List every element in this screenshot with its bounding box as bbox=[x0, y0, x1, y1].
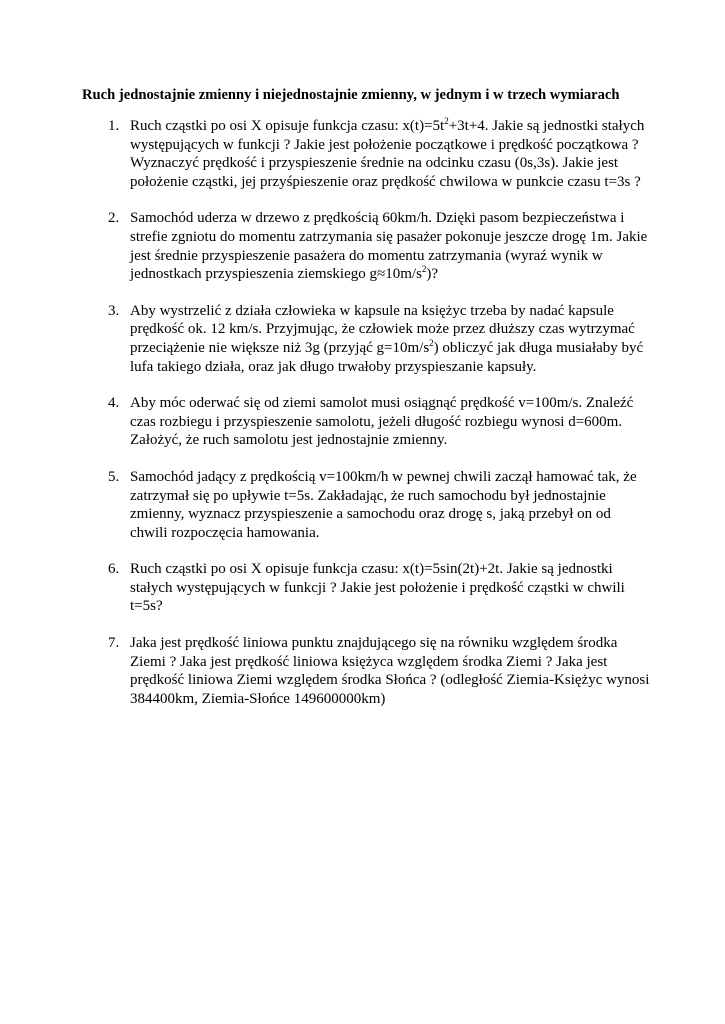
problem-text: Aby móc oderwać się od ziemi samolot musi osiągnąć prędkość v=100m/s. Znaleźć czas rozbiegu i przyspieszenie samolotu, jeżeli długość rozbiegu wynosi d=600m. Założyć, że ruch samolotu jest jednostajnie zmienny. bbox=[130, 395, 634, 449]
problem-number: 4. bbox=[108, 395, 120, 412]
problem-text bbox=[130, 117, 650, 191]
document-title: Ruch jednostajnie zmienny i niejednostajnie zmienny, w jednym i w trzech wymiarach bbox=[82, 87, 620, 103]
problem-text bbox=[130, 302, 650, 376]
superscript: 2 bbox=[444, 116, 449, 126]
superscript: 2 bbox=[421, 264, 427, 275]
problem-text-part: Samochód uderza w drzewo z prędkością 60km/h. Dzięki pasom bezpieczeństwa i strefie zgniotu do momentu zatrzymania się pasażer pokonuje jeszcze drogę 1m. Jakie jest średnie przyspieszenie pasażera do momentu zatrzymania (wyraź wynik w jednostkach przyspieszenia ziemskiego g≈10m/s bbox=[130, 210, 648, 283]
problem-text-part: ) obliczyć jak długa musiałaby być lufa takiego działa, oraz jak długo trwałoby przyspieszanie kapsuły. bbox=[130, 339, 644, 375]
problem-number: 3. bbox=[108, 302, 120, 319]
problem-list bbox=[0, 117, 725, 726]
problem-text bbox=[130, 209, 650, 283]
problem-item-1 bbox=[0, 117, 725, 191]
problem-number: 1. bbox=[108, 118, 120, 134]
problem-text-part: Aby wystrzelić z działa człowieka w kapsule na księżyc trzeba by nadać kapsule prędkość ok. 12 km/s. Przyjmując, że człowiek może przez dłuższy czas wytrzymać przeciążenie nie większe niż 3g (przyjąć g=10m/s bbox=[130, 302, 635, 356]
problem-text-part: Ruch cząstki po osi X opisuje funkcja czasu: x(t)=5t bbox=[130, 118, 445, 134]
problem-text-part: )? bbox=[426, 266, 439, 283]
problem-text-part: +3t+4. Jakie są jednostki stałych występujących w funkcji ? Jakie jest położenie początkowe i prędkość początkowa ? Wyznaczyć prędkość i przyspieszenie średnie na odcinku czasu (0s,3s). Jakie jest położenie cząstki, jej przyśpieszenie oraz prędkość chwilowa w punkcie czasu t=3s ? bbox=[130, 118, 645, 190]
problem-text: Ruch cząstki po osi X opisuje funkcja czasu: x(t)=5sin(2t)+2t. Jakie są jednostki stałych występujących w funkcji ? Jakie jest położenie i prędkość cząstki w chwili t=5s? bbox=[130, 561, 625, 615]
problem-item-2 bbox=[0, 209, 725, 283]
problem-item-6 bbox=[0, 560, 725, 616]
problem-number: 7. bbox=[108, 635, 120, 652]
problem-item-7 bbox=[0, 634, 725, 708]
problem-text: Jaka jest prędkość liniowa punktu znajdującego się na równiku względem środka Ziemi ? Jaka jest prędkość liniowa księżyca względem środka Ziemi ? Jaka jest prędkość liniowa Ziemi względem środka Słońca ? (odległość Ziemia-Księżyc wynosi 384400km, Ziemia-Słońce 149600000km) bbox=[130, 635, 650, 707]
problem-number: 6. bbox=[108, 561, 120, 578]
problem-item-5 bbox=[0, 468, 725, 542]
problem-number: 2. bbox=[108, 210, 120, 227]
problem-text: Samochód jadący z prędkością v=100km/h w pewnej chwili zaczął hamować tak, że zatrzymał się po upływie t=5s. Zakładając, że ruch samochodu był jednostajnie zmienny, wyznacz przyspieszenie a samochodu oraz drogę s, jaką przebył on od chwili rozpoczęcia hamowania. bbox=[130, 468, 637, 541]
problem-number: 5. bbox=[108, 468, 120, 485]
problem-item-3 bbox=[0, 302, 725, 376]
problem-item-4 bbox=[0, 394, 725, 450]
superscript: 2 bbox=[429, 337, 434, 348]
